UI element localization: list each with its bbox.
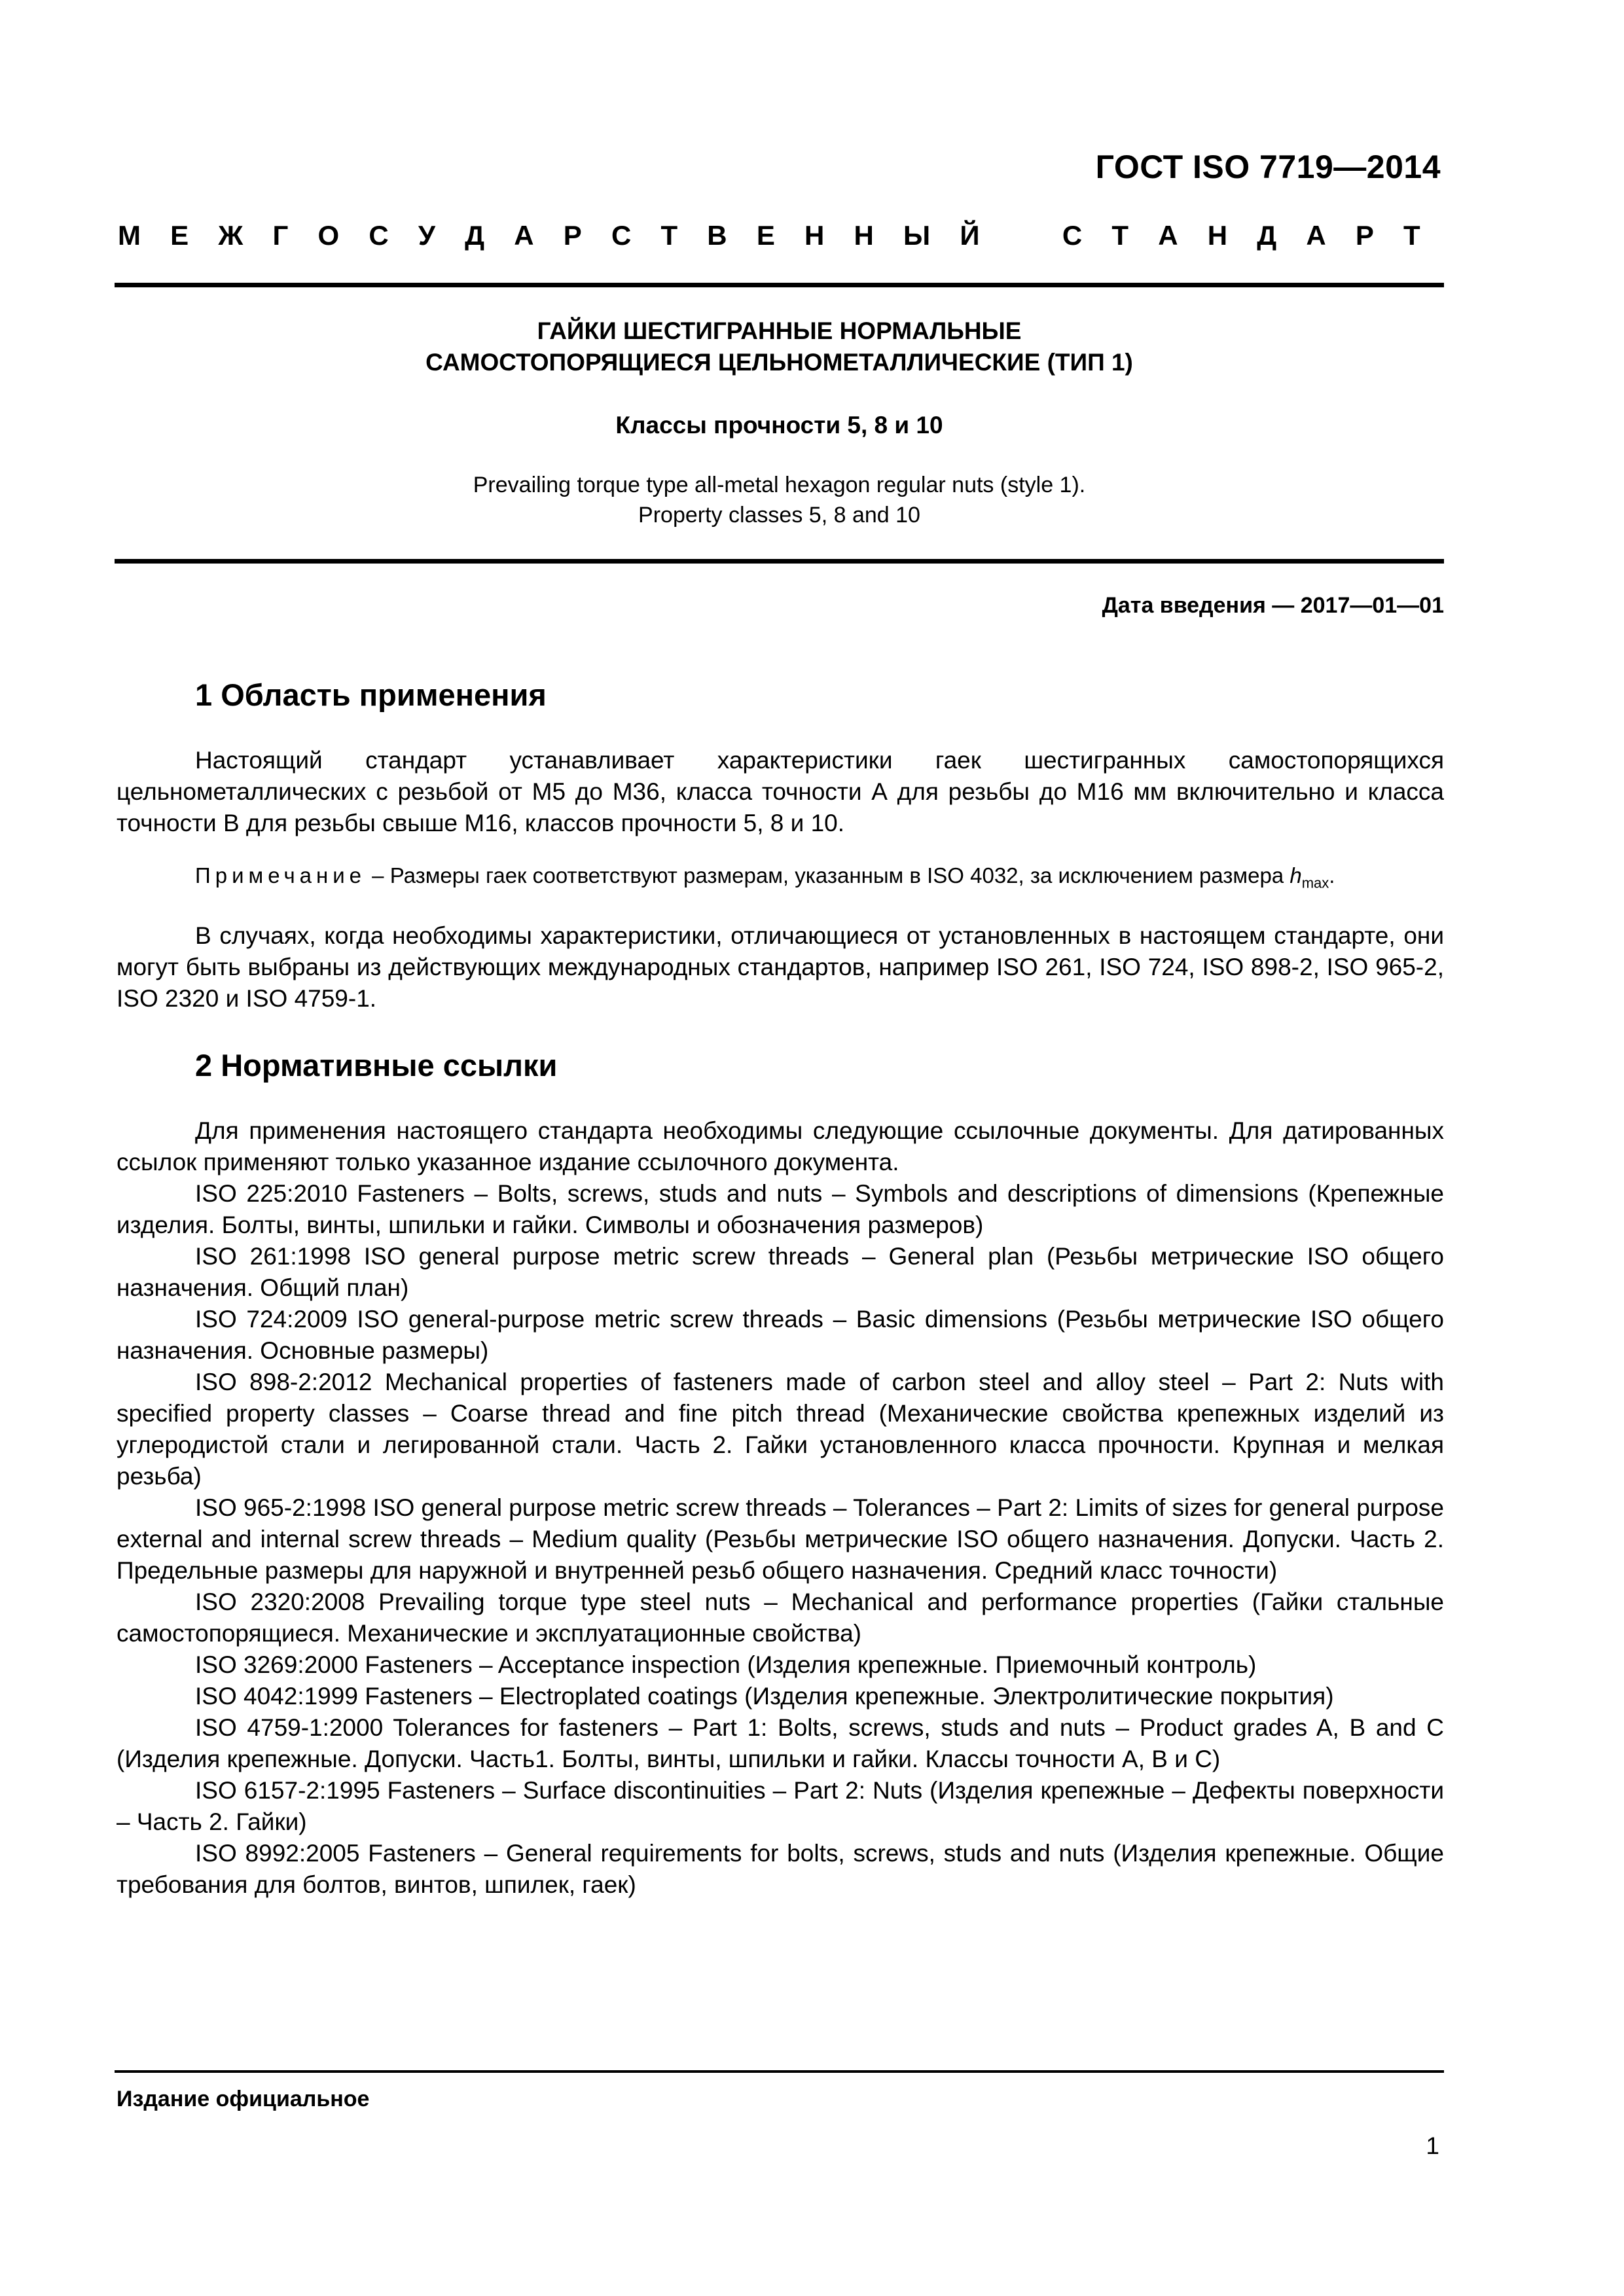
standard-type-letter: Т bbox=[1403, 220, 1420, 251]
reference-item: ISO 6157-2:1995 Fasteners – Surface discontinuities – Part 2: Nuts (Изделия крепежные – Дефекты поверхности – Часть 2. Гайки) bbox=[117, 1776, 1444, 1835]
footer-divider bbox=[115, 2070, 1444, 2073]
subtitle: Классы прочности 5, 8 и 10 bbox=[615, 412, 943, 439]
standard-type-letter: Й bbox=[960, 220, 980, 251]
standard-type-letter: Г bbox=[272, 220, 289, 251]
title-divider bbox=[115, 559, 1444, 564]
paragraph: Настоящий стандарт устанавливает характеристики гаек шестигранных самостопорящихся цельнометаллических с резьбой от М5 до М36, класса точности А для резьбы до М16 мм включительно и класса точности В для резьбы свыше М16, классов прочности 5, 8 и 10. bbox=[117, 747, 1444, 836]
note-label: Примечание bbox=[195, 863, 367, 888]
english-title bbox=[115, 470, 1444, 530]
standard-type-letter: Т bbox=[1111, 220, 1129, 251]
standard-type-letter: М bbox=[118, 220, 141, 251]
document-code: ГОСТ ISO 7719—2014 bbox=[1095, 149, 1441, 185]
reference-item: ISO 4042:1999 Fasteners – Electroplated coatings (Изделия крепежные. Электролитические покрытия) bbox=[195, 1682, 1334, 1710]
standard-type-letter: С bbox=[369, 220, 389, 251]
paragraph: Для применения настоящего стандарта необходимы следующие ссылочные документы. Для датированных ссылок применяют только указанное издание ссылочного документа. bbox=[117, 1117, 1444, 1175]
english-title-line: Property classes 5, 8 and 10 bbox=[638, 503, 920, 528]
reference-item: ISO 4759-1:2000 Tolerances for fasteners – Part 1: Bolts, screws, studs and nuts – Product grades A, B and C (Изделия крепежные. Допуски. Часть1. Болты, винты, шпильки и гайки. Классы точности А, В и С) bbox=[117, 1713, 1444, 1772]
standard-type-letter: Д bbox=[465, 220, 485, 251]
standard-type-letter: Н bbox=[854, 220, 874, 251]
standard-type-letter: Р bbox=[563, 220, 582, 251]
top-divider bbox=[115, 283, 1444, 287]
introduction-date: Дата введения — 2017—01—01 bbox=[1102, 593, 1444, 618]
reference-item: ISO 3269:2000 Fasteners – Acceptance inspection (Изделия крепежные. Приемочный контроль) bbox=[195, 1651, 1257, 1678]
reference-item: ISO 261:1998 ISO general purpose metric screw threads – General plan (Резьбы метрические ISO общего назначения. Общий план) bbox=[117, 1242, 1444, 1301]
section-heading: 2 Нормативные ссылки bbox=[195, 1047, 558, 1083]
standard-type-letter: С bbox=[1062, 220, 1083, 251]
reference-item: ISO 2320:2008 Prevailing torque type steel nuts – Mechanical and performance properties (Гайки стальные самостопорящиеся. Механические и эксплуатационные свойства) bbox=[117, 1588, 1444, 1647]
english-title-line: Prevailing torque type all-metal hexagon regular nuts (style 1). bbox=[473, 473, 1086, 497]
standard-type-letter: Д bbox=[1257, 220, 1277, 251]
standard-type-heading bbox=[118, 220, 1420, 251]
note-end: . bbox=[1329, 863, 1335, 888]
standard-type-letter: Н bbox=[1207, 220, 1228, 251]
standard-type-letter: Р bbox=[1355, 220, 1374, 251]
note-symbol: h bbox=[1290, 863, 1302, 888]
note-subscript: max bbox=[1301, 874, 1329, 891]
section-heading: 1 Область применения bbox=[195, 677, 547, 712]
standard-type-letter: Е bbox=[756, 220, 775, 251]
standard-type-letter: В bbox=[707, 220, 727, 251]
standard-type-letter: Н bbox=[804, 220, 825, 251]
standard-type-letter: А bbox=[1158, 220, 1178, 251]
document-body bbox=[117, 675, 1444, 1901]
reference-item: ISO 8992:2005 Fasteners – General requirements for bolts, screws, studs and nuts (Изделия крепежные. Общие требования для болтов, винтов, шпилек, гаек) bbox=[117, 1839, 1444, 1898]
standard-type-letter: О bbox=[317, 220, 340, 251]
word-gap bbox=[1009, 220, 1033, 251]
reference-item: ISO 898-2:2012 Mechanical properties of fasteners made of carbon steel and alloy steel – Part 2: Nuts with specified property classes – Coarse thread and fine pitch thread (Механические свойства крепежных изделий из углеродистой стали и легированной стали. Часть 2. Гайки установленного класса прочности. Крупная и мелкая резьба) bbox=[117, 1368, 1444, 1490]
note bbox=[117, 861, 1444, 898]
page-number: 1 bbox=[1426, 2132, 1439, 2159]
title-line: ГАЙКИ ШЕСТИГРАННЫЕ НОРМАЛЬНЫЕ bbox=[537, 317, 1022, 344]
title-line: САМОСТОПОРЯЩИЕСЯ ЦЕЛЬНОМЕТАЛЛИЧЕСКИЕ (ТИП 1) bbox=[425, 349, 1133, 376]
reference-item: ISO 225:2010 Fasteners – Bolts, screws, studs and nuts – Symbols and descriptions of dimensions (Крепежные изделия. Болты, винты, шпильки и гайки. Символы и обозначения размеров) bbox=[117, 1179, 1444, 1238]
standard-type-letter: Т bbox=[660, 220, 678, 251]
standard-type-letter: У bbox=[418, 220, 435, 251]
reference-item: ISO 724:2009 ISO general-purpose metric screw threads – Basic dimensions (Резьбы метрические ISO общего назначения. Основные размеры) bbox=[117, 1305, 1444, 1364]
standard-type-letter: А bbox=[514, 220, 534, 251]
note-text: Размеры гаек соответствуют размерам, указанным в ISO 4032, за исключением размера bbox=[389, 863, 1290, 888]
standard-type-letter: А bbox=[1306, 220, 1326, 251]
standard-type-letter: Е bbox=[170, 220, 189, 251]
paragraph: В случаях, когда необходимы характеристики, отличающиеся от установленных в настоящем стандарте, они могут быть выбраны из действующих международных стандартов, например ISO 261, ISO 724, ISO 898-2, ISO 965-2, ISO 2320 и ISO 4759-1. bbox=[117, 922, 1444, 1012]
note-dash: – bbox=[366, 863, 390, 888]
official-edition-label: Издание официальное bbox=[117, 2087, 370, 2111]
reference-item: ISO 965-2:1998 ISO general purpose metric screw threads – Tolerances – Part 2: Limits of sizes for general purpose external and internal screw threads – Medium quality (Резьбы метрические ISO общего назначения. Допуски. Часть 2. Предельные размеры для наружной и внутренней резьб общего назначения. Средний класс точности) bbox=[117, 1494, 1444, 1584]
standard-type-letter: С bbox=[611, 220, 632, 251]
standard-type-letter: Ы bbox=[903, 220, 931, 251]
title-block bbox=[115, 315, 1444, 530]
standard-type-letter: Ж bbox=[218, 220, 244, 251]
